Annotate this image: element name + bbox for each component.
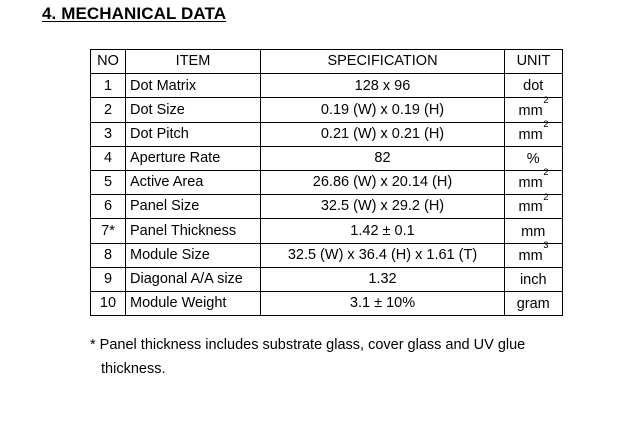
row-unit (505, 118, 563, 146)
row-unit (505, 94, 563, 122)
footnote-line-1: * Panel thickness includes substrate glass, cover glass and UV glue (90, 337, 526, 353)
table-row (91, 267, 563, 291)
row-no: 7* (91, 219, 126, 243)
row-specification: 0.19 (W) x 0.19 (H) (261, 98, 505, 122)
row-unit (505, 74, 563, 98)
row-unit (505, 267, 563, 291)
header-no: NO (91, 50, 126, 74)
unit-exponent: 2 (543, 191, 549, 203)
row-no: 4 (91, 146, 126, 170)
unit-text: mm (518, 175, 543, 192)
row-specification: 0.21 (W) x 0.21 (H) (261, 122, 505, 146)
row-specification: 82 (261, 146, 505, 170)
row-item: Diagonal A/A size (126, 267, 261, 291)
footnote (90, 333, 590, 381)
unit-exponent: 2 (543, 94, 549, 106)
table-header-row (91, 50, 563, 74)
row-item: Module Weight (126, 291, 261, 315)
row-item: Aperture Rate (126, 146, 261, 170)
row-no: 6 (91, 195, 126, 219)
table-row (91, 219, 563, 243)
row-unit (505, 146, 563, 170)
header-unit: UNIT (505, 50, 563, 74)
unit-text: dot (523, 78, 544, 95)
row-unit (505, 167, 563, 194)
row-unit (505, 239, 563, 267)
table-row (91, 146, 563, 170)
row-item: Dot Pitch (126, 122, 261, 146)
row-unit (505, 191, 563, 219)
row-specification: 1.42 ± 0.1 (261, 219, 505, 243)
unit-text: inch (519, 271, 547, 288)
table-row (91, 195, 563, 219)
row-unit (505, 291, 563, 315)
unit-text: mm (521, 223, 546, 240)
row-no: 2 (91, 98, 126, 122)
header-specification: SPECIFICATION (261, 50, 505, 74)
unit-text: mm (518, 126, 543, 143)
unit-text: gram (516, 296, 550, 313)
row-specification: 128 x 96 (261, 74, 505, 98)
row-item: Panel Thickness (126, 219, 261, 243)
row-specification: 32.5 (W) x 36.4 (H) x 1.61 (T) (261, 243, 505, 267)
row-no: 10 (91, 291, 126, 315)
row-item: Dot Matrix (126, 74, 261, 98)
row-item: Active Area (126, 170, 261, 194)
unit-text: % (526, 151, 540, 167)
row-unit (505, 219, 563, 243)
table-row (91, 98, 563, 122)
mechanical-data-table (90, 49, 563, 316)
table-row (91, 122, 563, 146)
header-item: ITEM (126, 50, 261, 74)
table-row (91, 243, 563, 267)
row-no: 8 (91, 243, 126, 267)
row-specification: 26.86 (W) x 20.14 (H) (261, 170, 505, 194)
section-title: 4. MECHANICAL DATA (42, 4, 227, 23)
row-item: Module Size (126, 243, 261, 267)
unit-text: mm (518, 199, 543, 216)
row-specification: 1.32 (261, 267, 505, 291)
row-no: 3 (91, 122, 126, 146)
unit-exponent: 3 (543, 239, 549, 251)
unit-exponent: 2 (543, 167, 549, 179)
row-specification: 32.5 (W) x 29.2 (H) (261, 195, 505, 219)
unit-exponent: 2 (543, 118, 549, 130)
unit-text: mm (518, 102, 543, 119)
unit-text: mm (518, 247, 543, 264)
row-no: 9 (91, 267, 126, 291)
table-row (91, 291, 563, 315)
table-row (91, 74, 563, 98)
row-specification: 3.1 ± 10% (261, 291, 505, 315)
row-no: 5 (91, 170, 126, 194)
row-no: 1 (91, 74, 126, 98)
table-row (91, 170, 563, 194)
row-item: Dot Size (126, 98, 261, 122)
row-item: Panel Size (126, 195, 261, 219)
footnote-line-2: thickness. (101, 361, 166, 377)
